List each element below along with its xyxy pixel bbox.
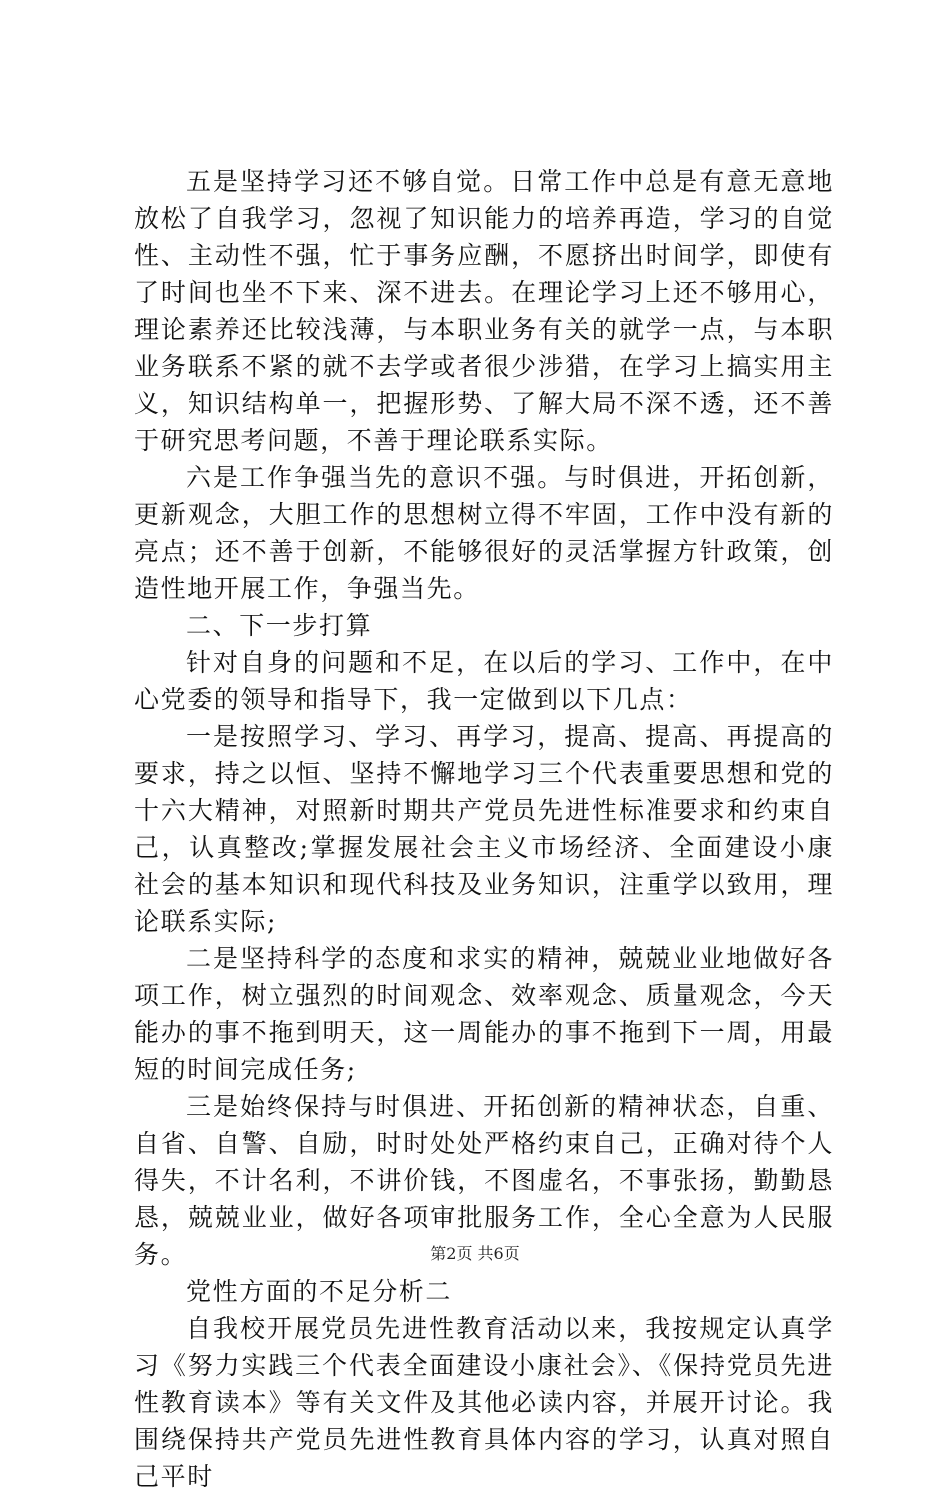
paragraph-next-steps-intro: 针对自身的问题和不足，在以后的学习、工作中，在中心党委的领导和指导下，我一定做到以下几点：: [134, 648, 834, 714]
section-heading-analysis-two: 党性方面的不足分析二: [186, 1277, 453, 1306]
paragraph-plan-three: 三是始终保持与时俱进、开拓创新的精神状态，自重、自省、自警、自励，时时处处严格约束自己，正确对待个人得失，不计名利，不讲价钱，不图虚名，不事张扬，勤勤恳恳，兢兢业业，做好各项审批服务工作，全心全意为人民服务。: [134, 1092, 834, 1269]
paragraph-work-initiative: 六是工作争强当先的意识不强。与时俱进，开拓创新，更新观念，大胆工作的思想树立得不牢固，工作中没有新的亮点；还不善于创新，不能够很好的灵活掌握方针政策，创造性地开展工作，争强当先。: [134, 463, 834, 603]
paragraph-plan-two: 二是坚持科学的态度和求实的精神，兢兢业业地做好各项工作，树立强烈的时间观念、效率观念、质量观念，今天能办的事不拖到明天，这一周能办的事不拖到下一周，用最短的时间完成任务;: [134, 944, 834, 1084]
page-footer: 第2页 共6页: [430, 1244, 520, 1263]
paragraph-analysis-two-intro: 自我校开展党员先进性教育活动以来，我按规定认真学习《努力实践三个代表全面建设小康社会》、《保持党员先进性教育读本》等有关文件及其他必读内容，并展开讨论。我围绕保持共产党员先进性教育具体内容的学习，认真对照自己平时: [134, 1314, 834, 1491]
document-body: [134, 163, 834, 1495]
paragraph-plan-one: 一是按照学习、学习、再学习，提高、提高、再提高的要求，持之以恒、坚持不懈地学习三个代表重要思想和党的十六大精神，对照新时期共产党员先进性标准要求和约束自己，认真整改;掌握发展社会主义市场经济、全面建设小康社会的基本知识和现代科技及业务知识，注重学以致用，理论联系实际;: [134, 722, 834, 936]
paragraph-study-self-awareness: 五是坚持学习还不够自觉。日常工作中总是有意无意地放松了自我学习，忽视了知识能力的培养再造，学习的自觉性、主动性不强，忙于事务应酬，不愿挤出时间学，即使有了时间也坐不下来、深不进去。在理论学习上还不够用心，理论素养还比较浅薄，与本职业务有关的就学一点，与本职业务联系不紧的就不去学或者很少涉猎，在学习上搞实用主义，知识结构单一，把握形势、了解大局不深不透，还不善于研究思考问题，不善于理论联系实际。: [134, 167, 834, 455]
section-heading-next-steps: 二、下一步打算: [186, 611, 373, 640]
